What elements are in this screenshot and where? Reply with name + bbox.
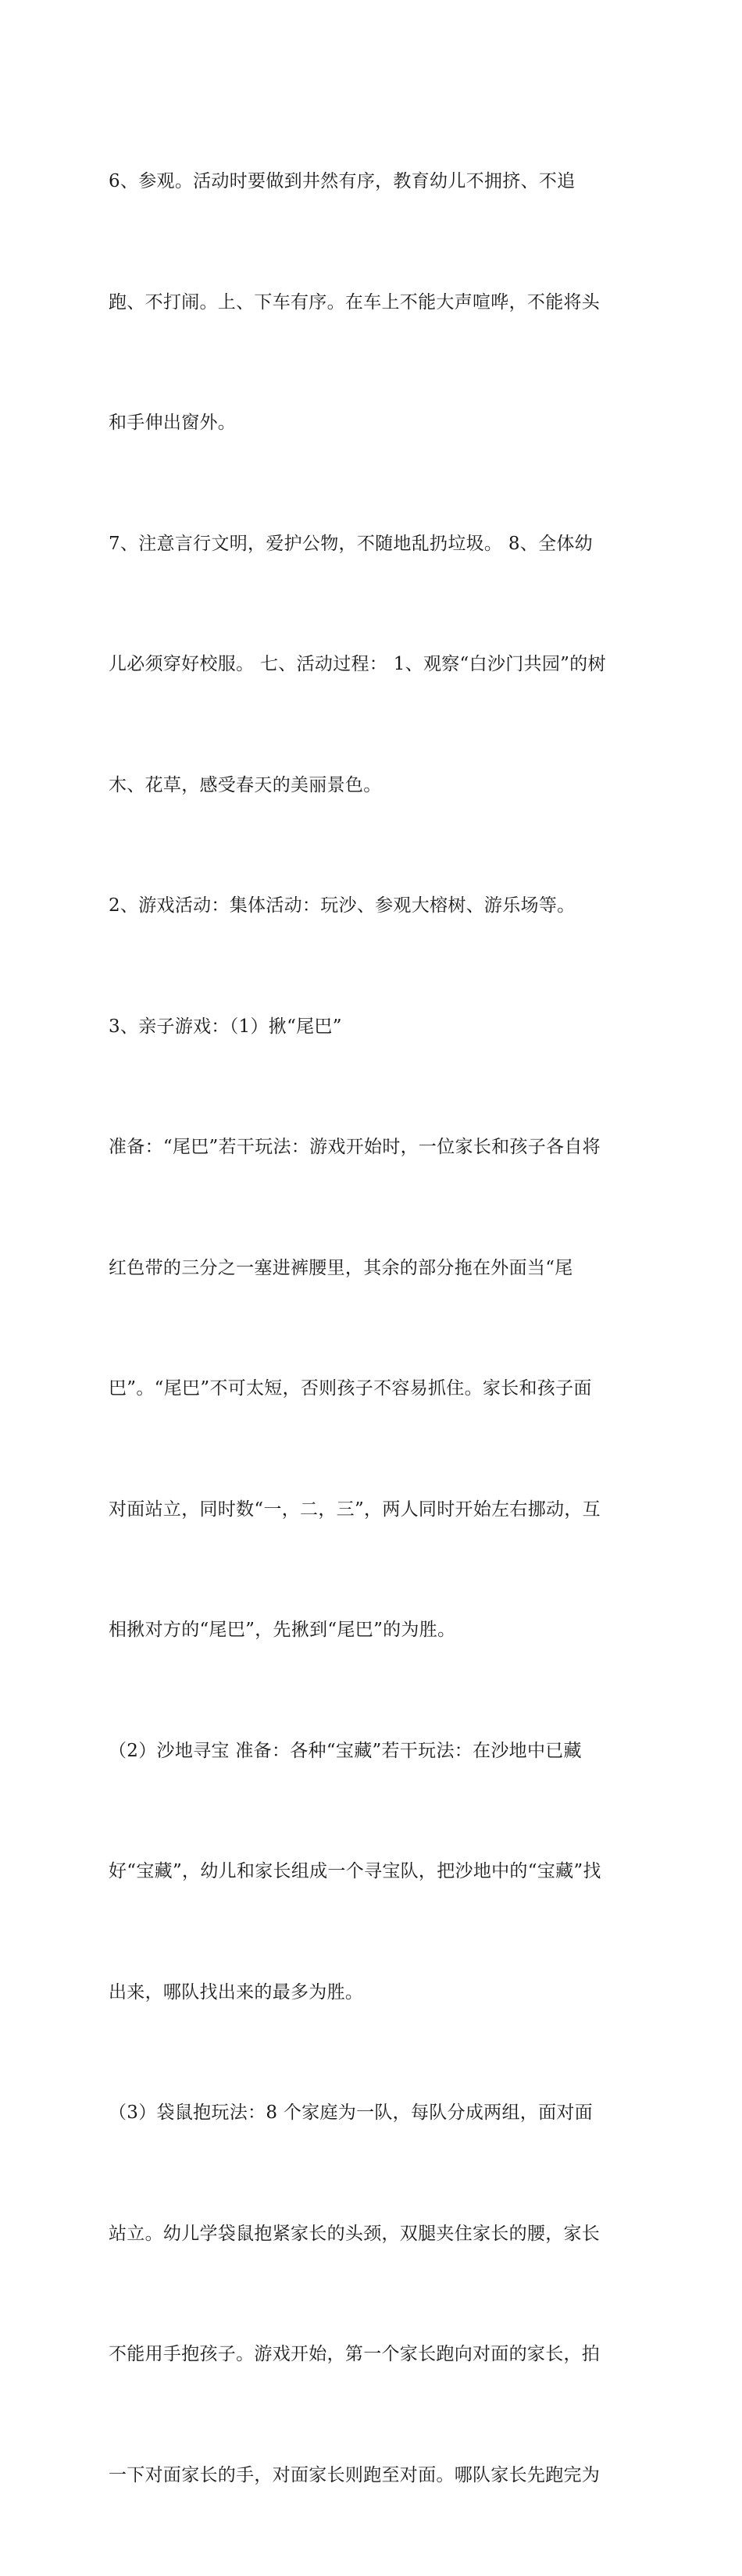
text-line: （3）袋鼠抱玩法：8 个家庭为一队，每队分成两组，面对面: [109, 2103, 593, 2123]
text-line: 相揪对方的“尾巴”，先揪到“尾巴”的为胜。: [109, 1620, 456, 1640]
text-line: （2）沙地寻宝 准备：各种“宝藏”若干玩法：在沙地中已藏: [109, 1740, 582, 1761]
text-line: 不能用手抱孩子。游戏开始，第一个家长跑向对面的家长，拍: [109, 2344, 601, 2364]
text-line: 2、游戏活动：集体活动：玩沙、参观大榕树、游乐场等。: [109, 895, 576, 916]
text-line: 好“宝藏”，幼儿和家长组成一个寻宝队，把沙地中的“宝藏”找: [109, 1861, 601, 1881]
text-line: 站立。幼儿学袋鼠抱紧家长的头颈，双腿夹住家长的腰，家长: [109, 2223, 601, 2244]
text-line: 巴”。“尾巴”不可太短，否则孩子不容易抓住。家长和孩子面: [109, 1378, 592, 1399]
text-line: 儿必须穿好校服。 七、活动过程： 1、观察“白沙门共园”的树: [109, 654, 606, 674]
text-line: 对面站立，同时数“一，二，三”，两人同时开始左右挪动，互: [109, 1499, 601, 1520]
document-body: [109, 81, 647, 2576]
text-line: 跑、不打闹。上、下车有序。在车上不能大声喧哗，不能将头: [109, 291, 601, 313]
text-line: 6、参观。活动时要做到井然有序，教育幼儿不拥挤、不追: [109, 171, 576, 191]
text-line: 出来，哪队找出来的最多为胜。: [109, 1981, 364, 2003]
text-line: 木、花草，感受春天的美丽景色。: [109, 774, 382, 795]
text-line: 准备：“尾巴”若干玩法：游戏开始时，一位家长和孩子各自将: [109, 1137, 601, 1157]
document-text: [109, 81, 647, 2576]
text-line: 和手伸出窗外。: [109, 413, 237, 433]
text-line: 红色带的三分之一塞进裤腰里，其余的部分拖在外面当“尾: [109, 1257, 573, 1278]
text-line: 3、亲子游戏：（1）揪“尾巴”: [109, 1016, 342, 1037]
text-line: 一下对面家长的手，对面家长则跑至对面。哪队家长先跑完为: [109, 2464, 601, 2485]
text-line: 7、注意言行文明，爱护公物，不随地乱扔垃圾。 8、全体幼: [109, 533, 593, 554]
